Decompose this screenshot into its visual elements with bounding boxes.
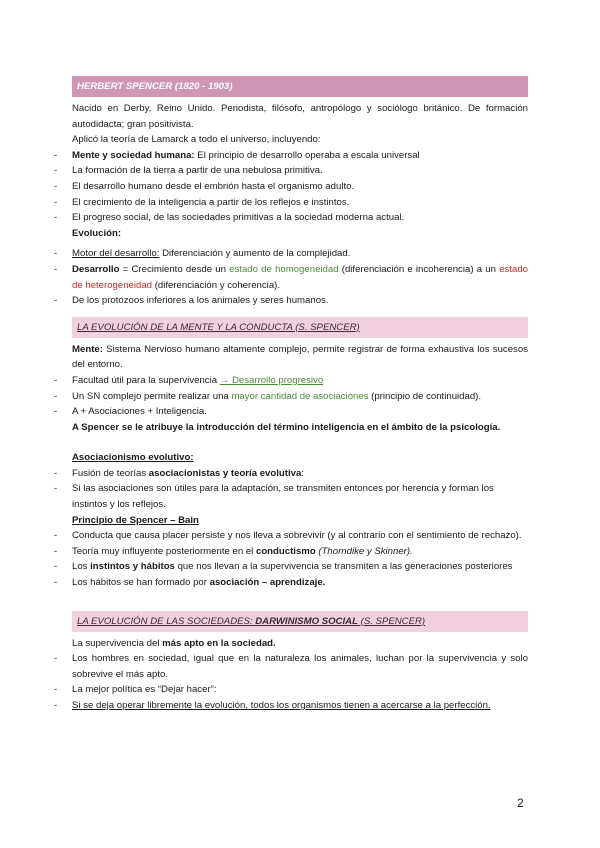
lamarck-list xyxy=(72,148,528,226)
section-header-mente xyxy=(72,317,528,338)
list-item: - La formación de la tierra a partir de una nebulosa primitiva. xyxy=(72,163,528,179)
section-title: LA EVOLUCIÓN DE LA MENTE Y LA CONDUCTA (S. SPENCER) xyxy=(77,321,360,333)
list-item: - La mejor política es “Dejar hacer”: xyxy=(72,682,528,698)
list-item: - Los hombres en sociedad, igual que en la naturaleza los animales, luchan por la supervivencia y solo sobrevive el más apto. xyxy=(72,651,528,682)
list-item: - Facultad útil para la supervivencia → Desarrollo progresivo xyxy=(72,373,528,389)
evolucion-list xyxy=(72,246,528,293)
evolucion-label: Evolución: xyxy=(72,227,122,239)
spencer-intro: Nacido en Derby, Reino Unido. Periodista, filósofo, antropólogo y sociólogo británico. De formación autodidacta; gran positivista. xyxy=(72,103,528,130)
protozoos-list xyxy=(72,293,528,309)
list-item: - Si las asociaciones son útiles para la adaptación, se transmiten entonces por herencia y forman los instintos y los reflejos. xyxy=(72,481,528,512)
list-item: - Fusión de teorías asociacionistas y teoría evolutiva: xyxy=(72,466,528,482)
section-header-spencer xyxy=(72,76,528,97)
principio-list xyxy=(72,528,528,544)
list-item: - El crecimiento de la inteligencia a partir de los reflejos e instintos. xyxy=(72,195,528,211)
list-item: - A + Asociaciones + Inteligencia. xyxy=(72,404,528,420)
principio-title: Principio de Spencer – Bain xyxy=(72,514,199,526)
list-item: - Los instintos y hábitos que nos llevan a la supervivencia se transmiten a las generaciones posteriores xyxy=(72,559,528,575)
list-item: - El desarrollo humano desde el embrión hasta el organismo adulto. xyxy=(72,179,528,195)
list-item: - De los protozoos inferiores a los animales y seres humanos. xyxy=(72,293,528,309)
list-item: - Los hábitos se han formado por asociación – aprendizaje. xyxy=(72,575,528,591)
list-item: - Motor del desarrollo: Diferenciación y aumento de la complejidad. xyxy=(72,246,528,262)
section-title: LA EVOLUCIÓN DE LAS SOCIEDADES: DARWINISMO SOCIAL (S. SPENCER) xyxy=(77,615,426,627)
asociacionismo-title: Asociacionismo evolutivo: xyxy=(72,452,194,464)
section-header-sociedades xyxy=(72,611,528,632)
principio-subsublist xyxy=(72,575,528,591)
mente-list xyxy=(72,373,528,420)
sociedades-sublist xyxy=(72,698,528,714)
list-item: - Un SN complejo permite realizar una mayor cantidad de asociaciones (principio de continuidad). xyxy=(72,389,528,405)
lamarck-line: Aplicó la teoría de Lamarck a todo el universo, incluyendo: xyxy=(72,134,321,146)
list-item: - Si se deja operar libremente la evolución, todos los organismos tienen a acercarse a la perfección. xyxy=(72,698,528,714)
sociedades-list xyxy=(72,651,528,698)
principio-sublist xyxy=(72,544,528,575)
page-number: 2 xyxy=(517,796,524,810)
asociacionismo-sublist xyxy=(72,481,528,512)
supervivencia-line: La supervivencia del más apto en la sociedad. xyxy=(72,637,276,649)
list-item: - Teoría muy influyente posteriormente en el conductismo (Thorndike y Skinner). xyxy=(72,544,528,560)
list-item: - Mente y sociedad humana: El principio de desarrollo operaba a escala universal xyxy=(72,148,528,164)
asociacionismo-list xyxy=(72,466,528,482)
list-item: - Desarrollo = Crecimiento desde un estado de homogeneidad (diferenciación e incoherencia) a un estado de heterogeneidad (diferenciación y coherencia). xyxy=(72,262,528,293)
list-item: - El progreso social, de las sociedades primitivas a la sociedad moderna actual. xyxy=(72,210,528,226)
list-item: - Conducta que causa placer persiste y nos lleva a sobrevivir (y al contrario con el sentimiento de rechazo). xyxy=(72,528,528,544)
document-body xyxy=(72,76,528,714)
atribuye-line: A Spencer se le atribuye la introducción del término inteligencia en el ámbito de la psicología. xyxy=(72,421,501,433)
mente-paragraph: Mente: Sistema Nervioso humano altamente complejo, permite registrar de forma exhaustiva los sucesos del entorno. xyxy=(72,343,528,371)
section-title: HERBERT SPENCER (1820 - 1903) xyxy=(77,81,233,92)
